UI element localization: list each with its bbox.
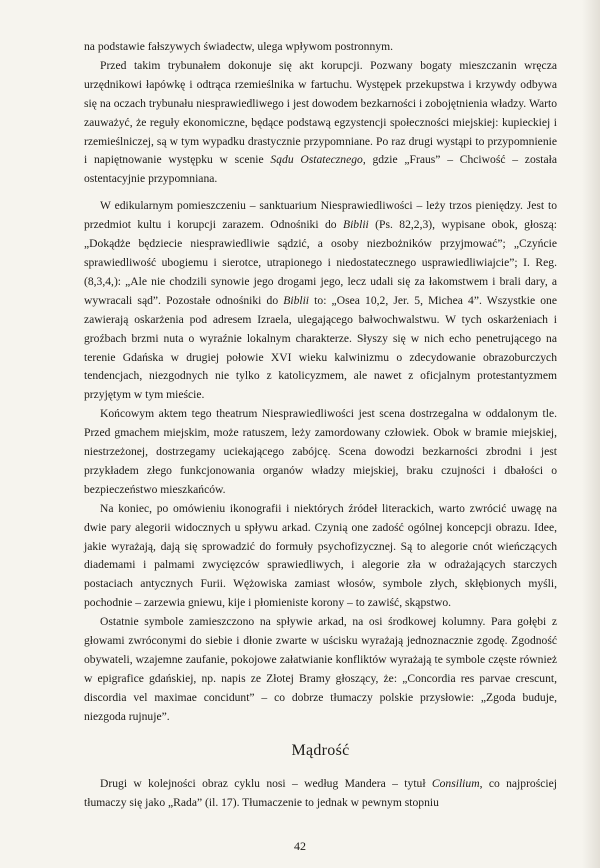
paragraph-6: Ostatnie symbole zamieszczono na spływie arkad, na osi środkowej kolumny. Para gołębi z głowami zwróconymi do siebie i dłonie zwarte w uścisku wyrażają jednoznacznie zgodę. Zgodność obywateli, wzajemne zaufanie, pokojowe załatwianie konfliktów wyrażają te symbole częste również w epigrafice gdańskiej, np. napis ze Złotej Bramy głoszący, że: „Concordia res parvae crescunt, discordia vel maximae concidunt” – co dobrze tłumaczy polskie przysłowie: „Zgoda buduje, niezgoda rujnuje”. <box>84 615 557 723</box>
paragraph-7: Drugi w kolejności obraz cyklu nosi – według Mandera – tytuł Consilium, co najprościej tłumaczy się jako „Rada” (il. 17). Tłumaczenie to jednak w pewnym stopniu <box>84 776 557 809</box>
paragraph-5: Na koniec, po omówieniu ikonografii i niektórych źródeł literackich, warto zwrócić uwagę na dwie pary alegorii widocznych u spływu arkad. Czynią one zadość ogólnej koncepcji obrazu. Idee, jakie wyrażają, dają się sprowadzić do formuły psychofizycznej. Są to alegorie cnót wieńczących diademami i palmami zwycięzców sprawiedliwych, i alegorie zła w odrażających starczych postaciach antycznych Furii. Wężowiska zamiast włosów, symbole złych, skłębionych myśli, pochodnie – zarzewia gniewu, kije i płomieniste korony – to zawiść, skąpstwo. <box>84 501 557 610</box>
page-gutter-shadow <box>582 0 600 868</box>
section-heading: Mądrość <box>291 741 350 759</box>
paragraph-1: na podstawie fałszywych świadectw, ulega wpływom postronnym. <box>84 40 393 53</box>
page-body <box>84 38 557 812</box>
paragraph-4: Końcowym aktem tego theatrum Niesprawiedliwości jest scena dostrzegalna w oddalonym tle. Przed gmachem miejskim, może ratuszem, leży zamordowany człowiek. Obok w bramie miejskiej, niestrzeżonej, dostrzegamy uciekającego zabójcę. Scena dowodzi bezkarności zbrodni i jest przykładem złego funkcjonowania organów władzy miejskiej, braku czujności i dbałości o bezpieczeństwo mieszkańców. <box>84 407 557 496</box>
paragraph-3: W edikularnym pomieszczeniu – sanktuarium Niesprawiedliwości – leży trzos pieniędzy. Jest to przedmiot kultu i korupcji zarazem. Odnośniki do Biblii (Ps. 82,2,3), wypisane obok, głoszą: „Dokądże będziecie niesprawiedliwie sądzić, a osoby niezbożników przyjmować”; „Czyńcie sprawiedliwość ubogiemu i sierotce, utrapionego i niedostatecznego usprawiedliwiajcie”; I. Reg. (8,3,4,): „Ale nie chodzili synowie jego drogami jego, lecz udali się za łakomstwem i brali dary, a wywracali sąd”. Pozostałe odnośniki do Biblii to: „Osea 10,2, Jer. 5, Michea 4”. Wszystkie one zawierają oskarżenia pod adresem Izraela, ulegającego bałwochwalstwu. W tych oskarżeniach i groźbach brzmi nuta o wyraźnie lokalnym charakterze. Słyszy się w nich echo penetrującego na terenie Gdańska w drugiej połowie XVI wieku kalwinizmu o zdecydowanie obrazoburczych tendencjach, niezgodnych nie tylko z katolicyzmem, ale nawet z oficjalnym protestantyzmem przyjętym w tym mieście. <box>84 199 557 402</box>
paragraph-2: Przed takim trybunałem dokonuje się akt korupcji. Pozwany bogaty mieszczanin wręcza urzędnikowi łapówkę i odtrąca rzemieślnika w fartuchu. Występek przekupstwa i krzywdy odbywa się na oczach trybunału niesprawiedliwego i jest dowodem bezkarności i zobojętnienia władzy. Warto zauważyć, że reguły ekonomiczne, będące podstawą egzystencji społeczności miejskiej: kupieckiej i rzemieślniczej, są w tym wypadku drastycznie przypomniane. Po raz drugi wystąpi to przypomnienie i napiętnowanie występku w scenie Sądu Ostatecznego, gdzie „Fraus” – Chciwość – została ostentacyjnie przypomniana. <box>84 58 557 186</box>
page-number: 42 <box>294 839 306 853</box>
